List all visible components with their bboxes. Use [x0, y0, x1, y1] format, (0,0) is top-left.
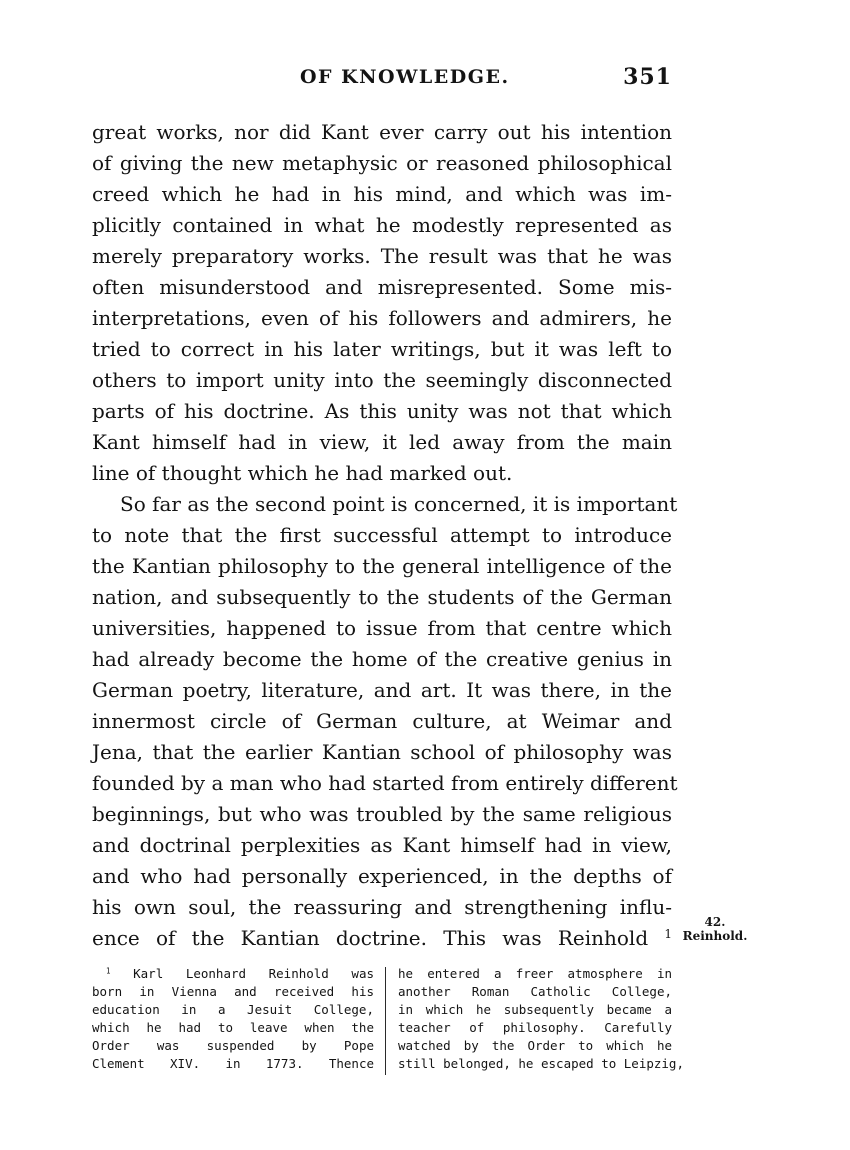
text-line: his own soul, the reassuring and strengthening influ- [92, 895, 672, 919]
text-line: plicitly contained in what he modestly represented as [92, 213, 672, 237]
footnote-line [92, 965, 374, 983]
footnote-line: in which he subsequently became a [398, 1002, 672, 1017]
text-line: German poetry, literature, and art. It was there, in the [92, 678, 672, 702]
text-line: of giving the new metaphysic or reasoned philosophical [92, 151, 672, 175]
text-line: parts of his doctrine. As this unity was not that which [92, 399, 672, 423]
footnote-line: watched by the Order to which he [398, 1038, 672, 1053]
text-line: creed which he had in his mind, and which was im- [92, 182, 672, 206]
text-line: Kant himself had in view, it led away from the main [92, 430, 672, 454]
footnote-line: born in Vienna and received his [92, 984, 374, 999]
footnote-line: education in a Jesuit College, [92, 1002, 374, 1017]
text-line: line of thought which he had marked out. [92, 461, 513, 485]
marginal-note-number: 42. [704, 915, 726, 929]
text-line: interpretations, even of his followers and admirers, he [92, 306, 672, 330]
text-line: founded by a man who had started from entirely different [92, 771, 678, 795]
text-line: and who had personally experienced, in the depths of [92, 864, 672, 888]
footnote-line: teacher of philosophy. Carefully [398, 1020, 672, 1035]
text-line: others to import unity into the seemingly disconnected [92, 368, 672, 392]
running-head: OF KNOWLEDGE. [300, 66, 510, 88]
text-line: Jena, that the earlier Kantian school of philosophy was [92, 740, 672, 764]
text-line: tried to correct in his later writings, but it was left to [92, 337, 672, 361]
text-line-content: ence of the Kantian doctrine. This was Reinhold [92, 926, 649, 950]
text-line: universities, happened to issue from that centre which [92, 616, 672, 640]
footnote-line: another Roman Catholic College, [398, 984, 672, 999]
footnote-area [92, 965, 684, 1085]
text-line: had already become the home of the creative genius in [92, 647, 672, 671]
footnote-column-divider [385, 967, 386, 1075]
footnote-reference: 1 [664, 926, 673, 941]
page-number: 351 [623, 64, 672, 90]
footnote-marker: 1 [106, 966, 111, 976]
text-line: to note that the first successful attempt to introduce [92, 523, 672, 547]
footnote-line: Clement XIV. in 1773. Thence [92, 1056, 374, 1071]
footnote-column-right [398, 965, 684, 1073]
footnote-line: still belonged, he escaped to Leipzig, [398, 1056, 684, 1071]
text-line: beginnings, but who was troubled by the same religious [92, 802, 672, 826]
text-line: So far as the second point is concerned, it is important [120, 492, 678, 516]
text-line: the Kantian philosophy to the general intelligence of the [92, 554, 672, 578]
footnote-line: Order was suspended by Pope [92, 1038, 374, 1053]
text-line: innermost circle of German culture, at Weimar and [92, 709, 672, 733]
body-text [92, 117, 678, 954]
page-header [92, 64, 672, 94]
footnote-line: he entered a freer atmosphere in [398, 966, 672, 981]
footnote-line-text: Karl Leonhard Reinhold was [133, 966, 375, 981]
text-line: often misunderstood and misrepresented. Some mis- [92, 275, 672, 299]
marginal-note-label: Reinhold. [682, 929, 748, 943]
text-line: nation, and subsequently to the students of the German [92, 585, 672, 609]
text-line: and doctrinal perplexities as Kant himself had in view, [92, 833, 672, 857]
text-line: great works, nor did Kant ever carry out his intention [92, 120, 672, 144]
footnote-column-left [92, 965, 374, 1073]
marginal-note [678, 915, 752, 943]
footnote-line: which he had to leave when the [92, 1020, 374, 1035]
text-line: merely preparatory works. The result was that he was [92, 244, 672, 268]
text-line-last [92, 923, 672, 954]
